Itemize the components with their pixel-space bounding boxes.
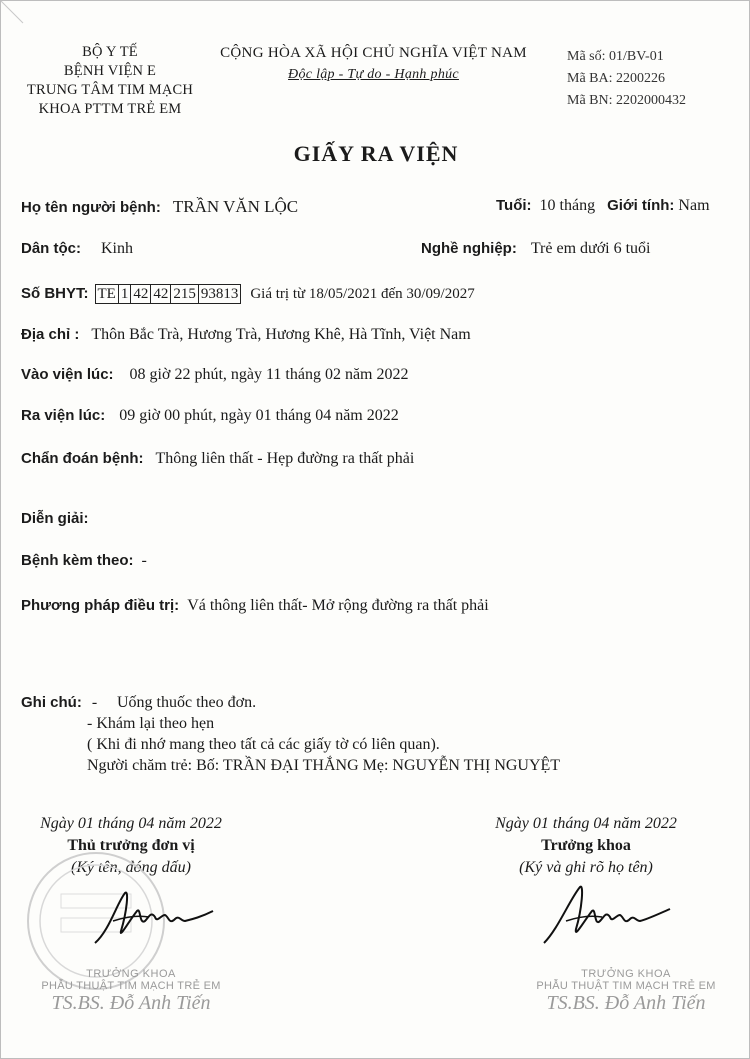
admission-time: 08 giờ 22 phút, ngày 11 tháng 02 năm 2022 [129,366,409,383]
stamp-signer-name: TS.BS. Đỗ Anh Tiến [546,992,706,1014]
notes-dash: - [91,694,98,711]
note-item-documents: ( Khi đi nhớ mang theo tất cả các giấy tờ có liên quan). [87,736,440,753]
stamp-department: PHẪU THUẬT TIM MẠCH TRẺ EM [536,980,716,992]
address-row [21,326,471,344]
note-item-followup: - Khám lại theo hẹn [87,715,215,732]
insurance-box: TE [95,284,119,304]
age-gender-row [496,197,710,215]
patient-age: 10 tháng [539,197,596,214]
insurance-label: Số BHYT: [21,285,89,302]
patient-address: Thôn Bắc Trà, Hương Trà, Hương Khê, Hà Tĩnh, Việt Nam [91,326,471,343]
sign-date: Ngày 01 tháng 04 năm 2022 [40,815,222,832]
signer-role: Thủ trưởng đơn vị [67,837,195,854]
insurance-validity: Giá trị từ 18/05/2021 đến 30/09/2027 [250,286,475,302]
sign-date: Ngày 01 tháng 04 năm 2022 [495,815,677,832]
treatment-label: Phương pháp điều trị: [21,597,180,614]
center-name: TRUNG TÂM TIM MẠCH [26,82,194,98]
insurance-number-boxes [95,285,245,302]
document-title: GIẤY RA VIỆN [293,141,459,166]
patient-occupation: Trẻ em dưới 6 tuổi [530,240,651,257]
signature-block-head [456,813,716,879]
diagnosis-text: Thông liên thất - Hẹp đường ra thất phải [155,450,415,467]
hospital-header [15,43,205,119]
insurance-box: 215 [170,284,199,304]
explanation-label: Diễn giải: [21,510,89,527]
patient-ethnicity: Kinh [101,240,133,257]
treatment-text: Vá thông liên thất- Mở rộng đường ra thất phải [187,597,489,614]
gender-label: Giới tính: [607,197,675,214]
country-name: CỘNG HÒA XÃ HỘI CHỦ NGHĨA VIỆT NAM [220,45,527,61]
national-motto: Độc lập - Tự do - Hạnh phúc [288,67,459,82]
signature-scribble-right [536,879,676,959]
insurance-box: 42 [150,284,171,304]
admission-row [21,366,408,384]
national-header [201,43,546,85]
note-item-medication: Uống thuốc theo đơn. [117,694,257,711]
form-code: Mã số: 01/BV-01 [567,49,664,64]
insurance-box: 42 [130,284,151,304]
insurance-box: 1 [118,284,132,304]
record-number: Mã BA: 2200226 [567,71,665,86]
occupation-label: Nghề nghiệp: [421,240,517,257]
signature-scribble-left [89,881,219,961]
patient-name-row [21,197,298,217]
diagnosis-row [21,450,414,468]
patient-name: TRẦN VĂN LỘC [172,197,299,216]
stamp-title: TRƯỞNG KHOA [581,968,671,980]
signer-instruction: (Ký tên, đóng dấu) [71,859,191,876]
ethnicity-row [21,240,133,258]
signer-role: Trưởng khoa [541,837,631,854]
stamp-department: PHẪU THUẬT TIM MẠCH TRẺ EM [41,980,221,992]
notes-label: Ghi chú: [21,694,82,711]
insurance-box: 93813 [198,284,242,304]
admission-label: Vào viện lúc: [21,366,114,383]
comorbidity-row [21,552,147,570]
explanation-row [21,510,89,528]
name-label: Họ tên người bệnh: [21,199,161,216]
signer-instruction: (Ký và ghi rõ họ tên) [519,859,653,876]
department-name: KHOA PTTM TRẺ EM [38,101,182,117]
corner-fold-mark [1,1,61,31]
diagnosis-label: Chẩn đoán bệnh: [21,450,144,467]
insurance-row [21,284,475,304]
discharge-label: Ra viện lúc: [21,407,106,424]
address-label: Địa chỉ : [21,326,80,343]
patient-gender: Nam [678,197,710,214]
stamp-right [496,968,750,1015]
stamp-left [1,968,261,1015]
occupation-row [421,240,650,258]
ministry-name: BỘ Y TẾ [82,44,138,60]
comorbidity-label: Bệnh kèm theo: [21,552,134,569]
notes-label-row [21,694,97,712]
ethnicity-label: Dân tộc: [21,240,81,257]
caregiver-line: Người chăm trẻ: Bố: TRẦN ĐẠI THẮNG Mẹ: NGUYỄN THỊ NGUYỆT [87,757,561,774]
stamp-title: TRƯỞNG KHOA [86,968,176,980]
hospital-name: BỆNH VIỆN E [63,63,157,79]
stamp-signer-name: TS.BS. Đỗ Anh Tiến [51,992,211,1014]
record-codes [567,46,686,112]
treatment-row [21,597,489,615]
comorbidity-text: - [141,552,147,569]
discharge-row [21,407,399,425]
patient-number: Mã BN: 2202000432 [567,93,686,108]
discharge-time: 09 giờ 00 phút, ngày 01 tháng 04 năm 2022 [119,407,399,424]
age-label: Tuổi: [496,197,532,214]
